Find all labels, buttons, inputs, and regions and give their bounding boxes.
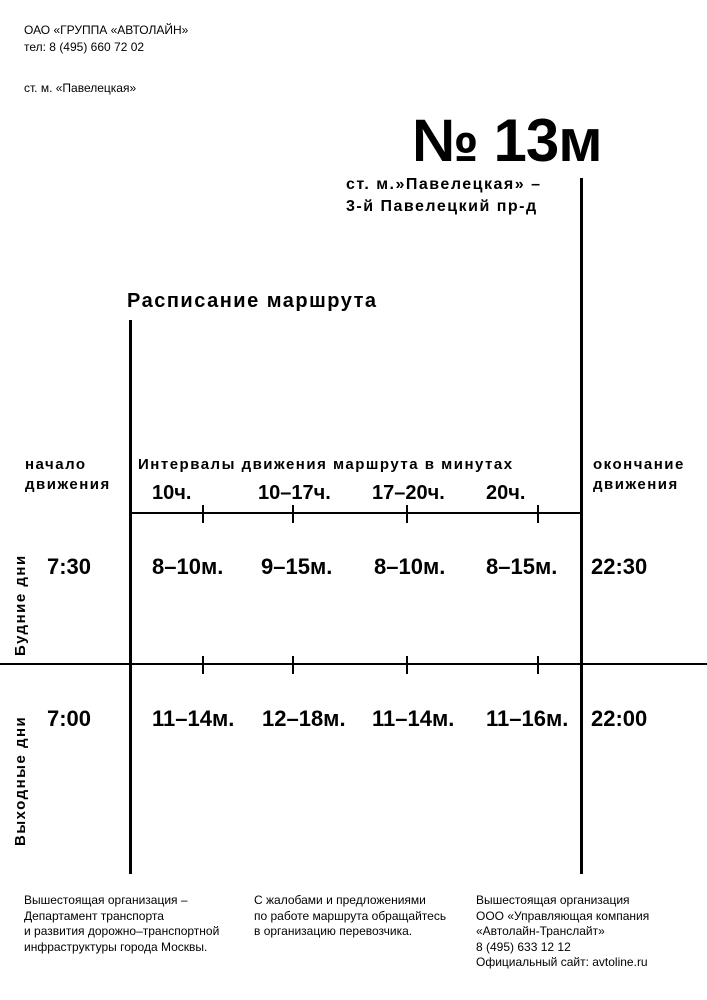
weekends-interval: 11–14м.: [152, 706, 235, 731]
weekends-label: Выходные дни: [12, 715, 29, 846]
divider-tick: [406, 656, 408, 674]
weekends-interval: 12–18м.: [262, 706, 346, 731]
schedule-title: Расписание маршрута: [127, 290, 378, 312]
weekdays-interval: 8–15м.: [486, 554, 558, 579]
footer-operator-info: [476, 893, 649, 971]
divider-tick: [537, 656, 539, 674]
end-header: [593, 455, 685, 495]
weekdays-end-time: 22:30: [591, 554, 648, 579]
footer-line: 8 (495) 633 12 12: [476, 939, 571, 954]
weekends-interval: 11–14м.: [372, 706, 455, 731]
start-header: [25, 455, 111, 495]
weekdays-interval: 8–10м.: [152, 554, 224, 579]
footer-line: в организацию перевозчика.: [254, 924, 413, 938]
intervals-header: Интервалы движения маршрута в минутах: [138, 456, 514, 473]
route-terminal-1: ст. м.»Павелецкая» –: [346, 176, 542, 193]
hour-label: 20ч.: [486, 482, 526, 504]
axis-tick: [537, 505, 539, 523]
weekdays-interval: 8–10м.: [374, 554, 446, 579]
footer-line: С жалобами и предложениями: [254, 893, 426, 907]
company-phone: тел: 8 (495) 660 72 02: [24, 40, 145, 54]
end-header-line2: движения: [593, 476, 679, 493]
hour-label: 10–17ч.: [258, 482, 331, 504]
right-vertical-line: [580, 178, 583, 874]
footer-line: «Автолайн-Транслайт»: [476, 924, 605, 938]
left-vertical-line: [129, 320, 132, 874]
start-header-line2: движения: [25, 476, 111, 493]
footer-complaints-note: [254, 893, 446, 940]
footer-authority-note: [24, 893, 219, 955]
route-terminal-2: 3-й Павелецкий пр-д: [346, 198, 538, 215]
weekdays-start-time: 7:30: [47, 554, 92, 579]
footer-line: ООО «Управляющая компания: [476, 908, 650, 923]
hour-label: 17–20ч.: [372, 482, 445, 504]
footer-line: и развития дорожно–транспортной: [24, 924, 220, 938]
company-name: ОАО «ГРУППА «АВТОЛАЙН»: [24, 23, 189, 37]
footer-line: Вышестоящая организация: [476, 893, 630, 907]
axis-tick: [406, 505, 408, 523]
weekends-interval: 11–16м.: [486, 706, 569, 731]
footer-line: по работе маршрута обращайтесь: [254, 908, 447, 923]
divider-tick: [202, 656, 204, 674]
route-number: № 13м: [412, 107, 602, 174]
divider-tick: [292, 656, 294, 674]
footer-line: Официальный сайт: avtoline.ru: [476, 955, 648, 969]
weekdays-label: Будние дни: [12, 554, 29, 656]
hour-label: 10ч.: [152, 482, 192, 504]
footer-line: инфраструктуры города Москвы.: [24, 939, 208, 954]
footer-line: Департамент транспорта: [24, 908, 164, 923]
row-divider-line: [0, 663, 707, 665]
weekends-start-time: 7:00: [47, 706, 92, 731]
station-label: ст. м. «Павелецкая»: [24, 81, 137, 95]
weekdays-interval: 9–15м.: [261, 554, 333, 579]
footer-line: Вышестоящая организация –: [24, 893, 188, 907]
axis-tick: [202, 505, 204, 523]
axis-tick: [292, 505, 294, 523]
weekends-end-time: 22:00: [591, 706, 648, 731]
hours-axis-line: [130, 512, 581, 514]
end-header-line1: окончание: [593, 456, 685, 473]
start-header-line1: начало: [25, 456, 87, 473]
